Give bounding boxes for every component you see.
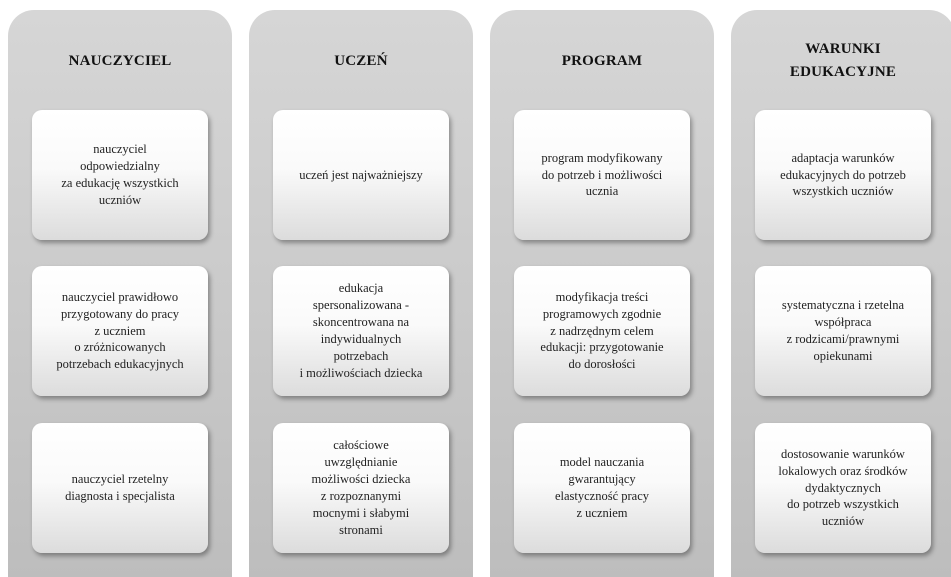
card xyxy=(514,423,690,553)
column-warunki-edukacyjne xyxy=(731,10,951,577)
column-title: UCZEŃ xyxy=(334,53,388,69)
column-title: PROGRAM xyxy=(561,53,643,69)
card-text: uczeń jest najważniejszy xyxy=(299,167,423,182)
card-text: nauczyciel prawidłowo przygotowany do pracy z uczniem o zróżnicowanych potrzebach edukacyjnych xyxy=(56,289,184,372)
card-text: edukacja spersonalizowana - skoncentrowana na indywidualnych potrzebach i możliwościach dziecka xyxy=(299,281,423,380)
card xyxy=(32,110,208,240)
card xyxy=(755,266,931,396)
card xyxy=(755,423,931,553)
card-text: nauczyciel odpowiedzialny za edukację wszystkich uczniów xyxy=(61,142,179,207)
card-text: modyfikacja treści programowych zgodnie z nadrzędnym celem edukacji: przygotowanie do dorosłości xyxy=(540,289,664,372)
card xyxy=(273,110,449,240)
card-text: model nauczania gwarantujący elastyczność pracy z uczniem xyxy=(554,455,650,520)
card xyxy=(514,266,690,396)
card-text: całościowe uwzględnianie możliwości dziecka z rozpoznanymi mocnymi i słabymi stronami xyxy=(311,438,411,537)
column-nauczyciel xyxy=(8,10,232,577)
card xyxy=(32,423,208,553)
card-text: adaptacja warunków edukacyjnych do potrzeb wszystkich uczniów xyxy=(780,150,906,199)
card xyxy=(755,110,931,240)
column-program xyxy=(490,10,714,577)
column-title: NAUCZYCIEL xyxy=(68,53,172,69)
card xyxy=(273,423,449,553)
card-text: systematyczna i rzetelna współpraca z rodzicami/prawnymi opiekunami xyxy=(781,298,905,363)
column-uczen xyxy=(249,10,473,577)
card-text: program modyfikowany do potrzeb i możliwości ucznia xyxy=(541,150,663,199)
card-text: nauczyciel rzetelny diagnosta i specjalista xyxy=(65,472,175,503)
card xyxy=(32,266,208,396)
card xyxy=(514,110,690,240)
card-text: dostosowanie warunków lokalowych oraz środków dydaktycznych do potrzeb wszystkich uczniów xyxy=(778,446,908,529)
card xyxy=(273,266,449,396)
column-title: WARUNKI EDUKACYJNE xyxy=(789,41,897,80)
